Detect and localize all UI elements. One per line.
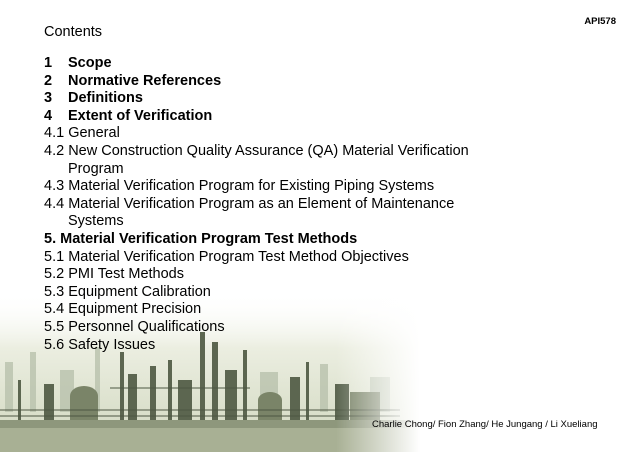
toc-item-text: Normative References xyxy=(68,72,222,89)
toc-item xyxy=(44,178,604,196)
toc-item-number: 4 xyxy=(44,107,53,124)
toc-item xyxy=(44,266,604,284)
document-code-badge: API578 xyxy=(584,16,616,27)
toc-item xyxy=(44,319,604,337)
page-title: Contents xyxy=(44,24,103,40)
toc-item xyxy=(44,284,604,302)
toc-item-number: 1 xyxy=(44,55,53,71)
toc-item xyxy=(44,143,604,178)
toc-item-text: General xyxy=(68,125,120,142)
toc-item-number: 4.2 xyxy=(44,142,65,159)
toc-item xyxy=(44,55,604,73)
toc-item-number: 4.4 xyxy=(44,195,65,212)
toc-item-text: Material Verification Program for Existing Piping Systems xyxy=(68,178,435,195)
table-of-contents xyxy=(44,55,604,354)
toc-item-text: Extent of Verification xyxy=(68,107,213,124)
toc-item-text: Safety Issues xyxy=(68,336,156,353)
toc-item-text: Material Verification Program as an Element of Maintenance xyxy=(68,195,455,212)
toc-item-number: 5.6 xyxy=(44,336,65,353)
toc-item-number: 5.3 xyxy=(44,283,65,300)
toc-item-text: Definitions xyxy=(68,90,143,107)
toc-item-text: Personnel Qualifications xyxy=(68,318,225,335)
toc-item-number: 5. xyxy=(44,230,57,247)
toc-item-number: 4.1 xyxy=(44,125,65,142)
toc-item xyxy=(44,90,604,108)
toc-item xyxy=(44,125,604,143)
toc-item xyxy=(44,108,604,126)
toc-item-number: 5.2 xyxy=(44,266,65,283)
toc-item-continuation: Systems xyxy=(68,213,124,230)
toc-item-continuation: Program xyxy=(68,160,124,177)
toc-item xyxy=(44,301,604,319)
toc-item xyxy=(44,73,604,91)
author-credit: Charlie Chong/ Fion Zhang/ He Jungang / Li Xueliang xyxy=(372,419,598,430)
toc-item-number: 3 xyxy=(44,90,53,107)
toc-item-number: 5.1 xyxy=(44,248,65,265)
toc-item-number: 5.4 xyxy=(44,301,65,318)
toc-item-text: Equipment Calibration xyxy=(68,283,211,300)
toc-item-text: PMI Test Methods xyxy=(68,266,184,283)
toc-item-text: Material Verification Program Test Method Objectives xyxy=(68,248,409,265)
toc-item-number: 4.3 xyxy=(44,178,65,195)
toc-item xyxy=(44,249,604,267)
toc-item xyxy=(44,196,604,231)
toc-item-text: Equipment Precision xyxy=(68,301,202,318)
toc-item-number: 2 xyxy=(44,72,53,89)
toc-item xyxy=(44,337,604,355)
toc-item-text: New Construction Quality Assurance (QA) Material Verification xyxy=(68,142,469,159)
toc-item-number: 5.5 xyxy=(44,318,65,335)
toc-item-text: Scope xyxy=(68,55,112,71)
toc-item-text: Material Verification Program Test Methods xyxy=(60,230,358,247)
toc-item xyxy=(44,231,604,249)
